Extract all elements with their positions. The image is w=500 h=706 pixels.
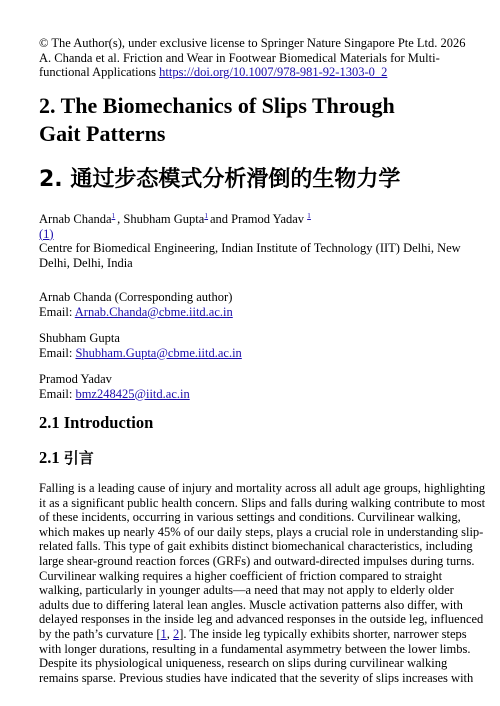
chapter-title (39, 92, 479, 148)
affiliation-anchor[interactable]: (1) (39, 226, 54, 241)
contact-block (39, 331, 469, 360)
citation-line (39, 65, 469, 80)
author-name: , Shubham Gupta (117, 212, 205, 227)
email-label: Email: (39, 345, 76, 360)
contact-name: Pramod Yadav (39, 372, 112, 386)
author-name: Arnab Chanda (39, 212, 112, 227)
contact-email-line (39, 346, 469, 361)
contact-block (39, 372, 469, 401)
section-number: 2.1 (39, 448, 64, 467)
citation-header (39, 36, 469, 80)
section-heading: 2.1 Introduction (39, 413, 154, 432)
body-line: of these incidents, occurring in various settings and conditions. Curvilinear walking, (39, 510, 461, 525)
email-link[interactable]: Arnab.Chanda@cbme.iitd.ac.in (74, 304, 233, 319)
section-heading-cn (39, 448, 94, 468)
body-line: Falling is a leading cause of injury and mortality across all adult age groups, highlighting (39, 481, 486, 495)
body-line: Curvilinear walking requires a higher coefficient of friction compared to straight (39, 568, 443, 583)
contact-name: Shubham Gupta (39, 331, 120, 345)
contact-email-line (39, 305, 469, 320)
affiliation-ref[interactable]: 1 (111, 211, 116, 220)
contact-name: Arnab Chanda (Corresponding author) (39, 290, 233, 304)
citation-ref[interactable]: 2 (172, 626, 180, 641)
affiliation-line (39, 227, 469, 242)
body-line: delayed responses in the inside leg and advanced responses in the outside leg, influenced (39, 612, 484, 627)
email-link[interactable]: bmz248425@iitd.ac.in (75, 386, 190, 401)
chapter-title-line: Gait Patterns (39, 121, 166, 146)
body-paragraph (39, 481, 486, 685)
section-title-cn: 引言 (63, 449, 94, 467)
body-line: remains sparse. Previous studies have indicated that the severity of slips increases with (39, 670, 474, 685)
doi-link[interactable]: https://doi.org/10.1007/978-981-92-1303-0_2 (159, 65, 388, 80)
copyright-line: © The Author(s), under exclusive license to Springer Nature Singapore Pte Ltd. 2026 (39, 36, 466, 50)
email-label: Email: (39, 386, 76, 401)
body-line: walking, particularly in younger adults—a need that may not apply to elderly older (39, 583, 454, 598)
affiliation-ref[interactable]: 1 (204, 211, 209, 220)
citation-text: functional Applications (39, 65, 160, 80)
email-link[interactable]: Shubham.Gupta@cbme.iitd.ac.in (75, 345, 242, 360)
body-line: with longer durations, resulting in a fundamental asymmetry between the lower limbs. (39, 641, 471, 656)
chapter-title-cn: 2. 通过步态模式分析滑倒的生物力学 (39, 167, 401, 192)
affiliation-text: Delhi, Delhi, India (39, 255, 133, 270)
author-name: and Pramod Yadav (209, 212, 305, 227)
author-line (39, 209, 469, 227)
body-line: which makes up nearly 45% of our daily steps, plays a crucial role in understanding slip- (39, 524, 484, 539)
body-line: large shear-ground reaction forces (GRFs) and outward-directed impulses during turns. (39, 553, 475, 568)
body-line: it as a significant public health concern. Slips and falls during walking contribute to most (39, 495, 486, 510)
body-line: adults due to differing lateral lean angles. Muscle activation patterns also differ, with (39, 597, 463, 612)
body-line: related falls. This type of gait exhibits distinct biomechanical characteristics, including (39, 539, 473, 554)
email-label: Email: (39, 304, 75, 319)
citation-line: A. Chanda et al. Friction and Wear in Footwear Biomedical Materials for Multi- (39, 50, 440, 65)
contact-email-line (39, 387, 469, 402)
affiliation-ref[interactable]: 1 (307, 211, 311, 220)
body-line: Despite its physiological uniqueness, research on slips during curvilinear walking (39, 656, 448, 671)
chapter-title-line: 2. The Biomechanics of Slips Through (39, 93, 395, 118)
contact-block (39, 290, 469, 319)
citation-ref[interactable]: 1 (160, 626, 167, 641)
author-block (39, 209, 469, 271)
body-line-with-refs: by the path’s curvature [1, 2]. The inside leg typically exhibits shorter, narrower steps (39, 626, 467, 641)
affiliation-text: Centre for Biomedical Engineering, Indian Institute of Technology (IIT) Delhi, New (39, 241, 461, 256)
